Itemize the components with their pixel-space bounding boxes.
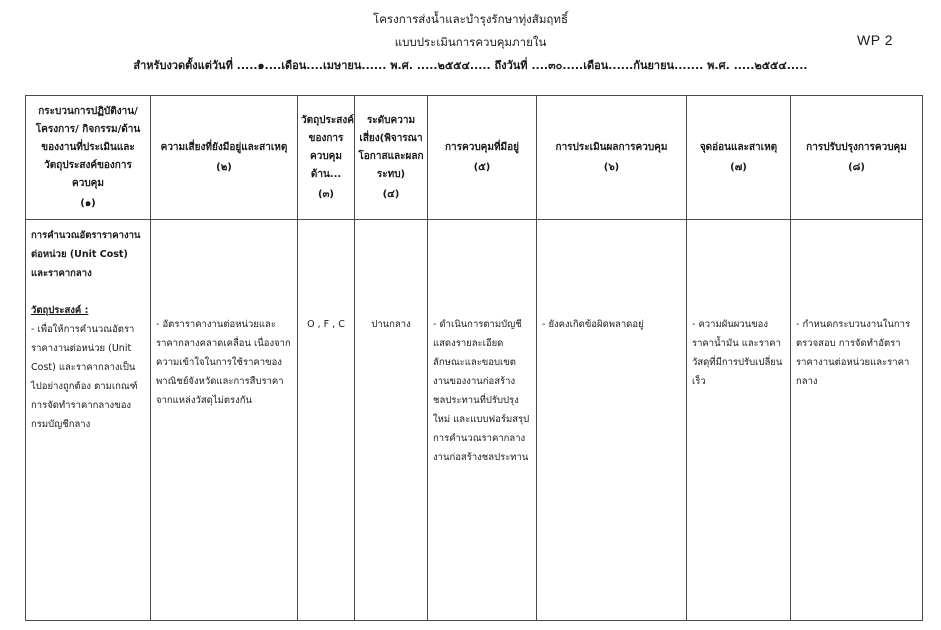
- column-number: (๕): [473, 161, 491, 173]
- column-label: วัตถุประสงค์ของการควบคุมด้าน...: [301, 114, 354, 180]
- cell-existing-control: [428, 220, 537, 621]
- cell-improvement: [791, 220, 923, 621]
- cell-risk: [151, 220, 298, 621]
- column-number: (๘): [848, 161, 865, 173]
- period-line: สำหรับงวดตั้งแต่วันที่ .....๑....เดือน....เมษายน...... พ.ศ. .....๒๕๕๔..... ถึงวันที่ ....๓๐.....เดือน......กันยายน....... พ.ศ. .....๒๕๕๔.....: [133, 59, 808, 72]
- process-title: การคำนวณอัตราราคางานต่อหน่วย (Unit Cost) และราคากลาง: [31, 230, 141, 279]
- form-title: แบบประเมินการควบคุมภายใน: [394, 35, 547, 49]
- cell-weakness: [687, 220, 791, 621]
- column-header-process: [26, 96, 151, 220]
- column-number: (๑): [80, 197, 96, 209]
- objective-label: วัตถุประสงค์ :: [31, 305, 89, 316]
- risk-level-text: ปานกลาง: [371, 319, 411, 330]
- column-number: (๖): [603, 161, 620, 173]
- cell-risk-level: [355, 220, 428, 621]
- evaluation-text: - ยังคงเกิดข้อผิดพลาดอยู่: [542, 319, 644, 330]
- column-number: (๒): [216, 161, 232, 173]
- column-header-improvement: [791, 96, 923, 220]
- column-label: การประเมินผลการควบคุม: [555, 141, 668, 153]
- form-code: WP 2: [857, 32, 893, 48]
- column-number: (๔): [382, 188, 400, 200]
- improvement-text: - กำหนดกระบวนงานในการตรวจสอบ การจัดทำอัตราราคางานต่อหน่วยและราคากลาง: [796, 319, 911, 387]
- column-header-risk: [151, 96, 298, 220]
- column-header-control-objective: [298, 96, 355, 220]
- column-label: ระดับความเสี่ยง(พิจารณาโอกาสและผลกระทบ): [358, 114, 424, 180]
- cell-evaluation: [537, 220, 687, 621]
- cell-process: [26, 220, 151, 621]
- weakness-text: - ความผันผวนของราคาน้ำมัน และราคาวัสดุที่มีการปรับเปลี่ยนเร็ว: [692, 319, 783, 387]
- existing-control-text: - ดำเนินการตามบัญชีแสดงรายละเอียดลักษณะและขอบเขตงานของงานก่อสร้างชลประทานที่ปรับปรุงใหม่ และแบบฟอร์มสรุปการคำนวณราคากลางงานก่อสร้างชลประทาน: [433, 319, 530, 463]
- column-header-existing-control: [428, 96, 537, 220]
- cell-control-objective: [298, 220, 355, 621]
- risk-text: - อัตราราคางานต่อหน่วยและราคากลางคลาดเคลื่อน เนื่องจากความเข้าใจในการใช้ราคาของพาณิชย์จังหวัดและการสืบราคาจากแหล่งวัสดุไม่ตรงกัน: [156, 319, 291, 406]
- table-row: [26, 220, 923, 621]
- control-objective-text: O , F , C: [307, 319, 345, 330]
- document-title: โครงการส่งน้ำและบำรุงรักษาทุ่งสัมฤทธิ์: [373, 12, 568, 26]
- column-header-risk-level: [355, 96, 428, 220]
- column-number: (๗): [730, 161, 747, 173]
- column-label: ความเสี่ยงที่ยังมีอยู่และสาเหตุ: [160, 141, 288, 153]
- column-label: กระบวนการปฏิบัติงาน/โครงการ/ กิจกรรม/ด้านของงานที่ประเมินและวัตถุประสงค์ของการควบคุม: [35, 105, 141, 189]
- table-header-row: [26, 96, 923, 220]
- column-header-evaluation: [537, 96, 687, 220]
- column-label: การควบคุมที่มีอยู่: [444, 141, 520, 153]
- column-number: (๓): [318, 188, 334, 200]
- column-label: จุดอ่อนและสาเหตุ: [699, 141, 778, 153]
- evaluation-table: [25, 95, 923, 621]
- column-label: การปรับปรุงการควบคุม: [806, 141, 907, 153]
- column-header-weakness: [687, 96, 791, 220]
- objective-text: - เพื่อให้การคำนวณอัตราราคางานต่อหน่วย (Unit Cost) และราคากลางเป็นไปอย่างถูกต้อง ตามเกณฑ์การจัดทำราคากลางของกรมบัญชีกลาง: [31, 324, 138, 430]
